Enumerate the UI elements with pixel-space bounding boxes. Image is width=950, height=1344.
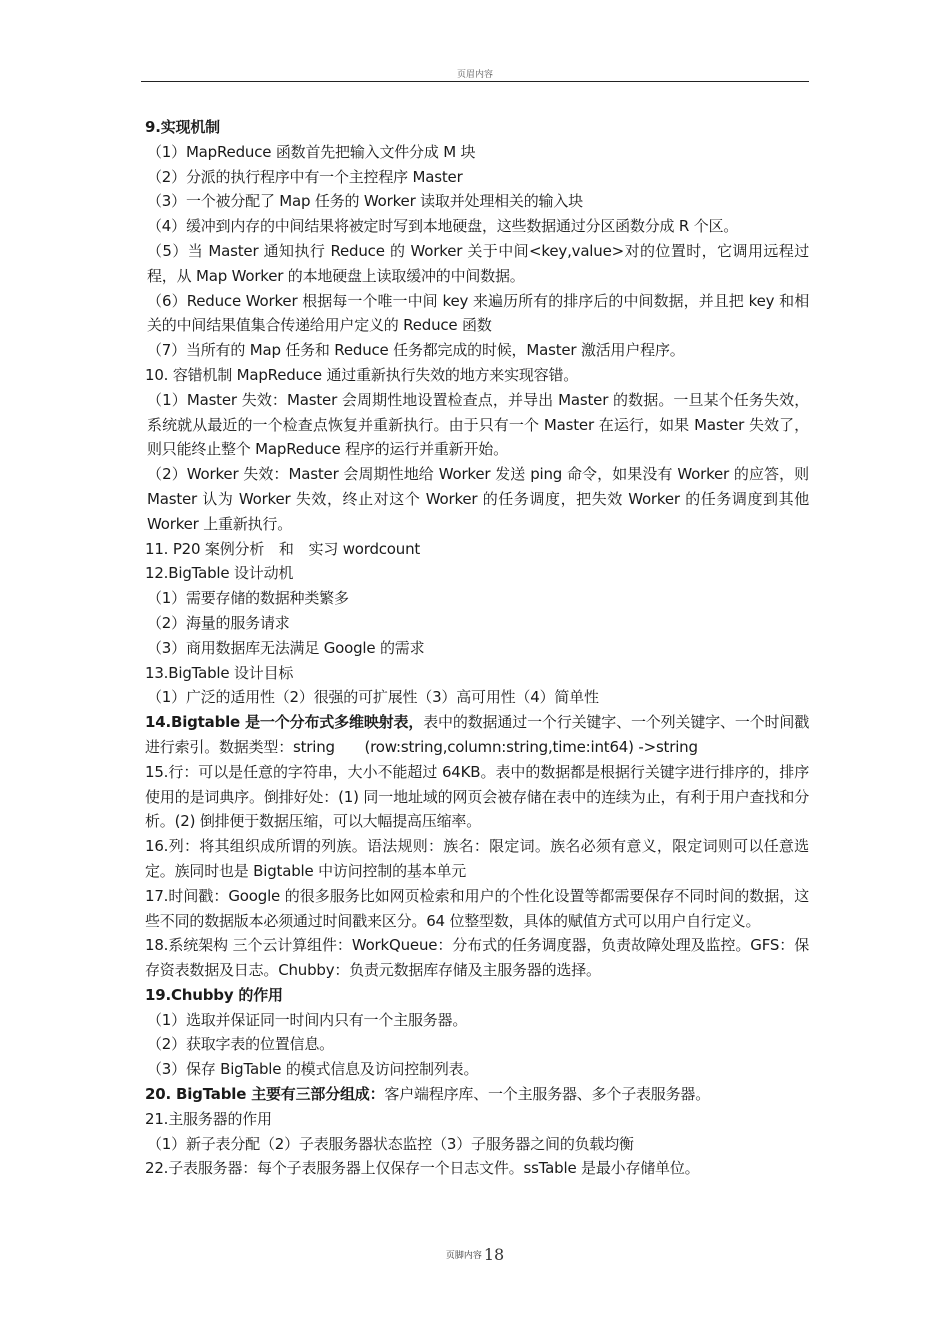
paragraph xyxy=(145,140,809,165)
paragraph-text: 17.时间戳：Google 的很多服务比如网页检索和用户的个性化设置等都需要保存不同时间的数据，这些不同的数据版本必须通过时间戳来区分。64 位整型数，具体的赋值方式可以用户自行定义。 xyxy=(145,886,809,930)
paragraph-text: （3）保存 BigTable 的模式信息及访问控制列表。 xyxy=(147,1060,479,1079)
paragraph-text: 12.BigTable 设计动机 xyxy=(145,564,294,583)
paragraph-text: （3）一个被分配了 Map 任务的 Worker 读取并处理相关的输入块 xyxy=(147,192,583,211)
paragraph xyxy=(145,1156,809,1181)
paragraph-text: 21.主服务器的作用 xyxy=(145,1109,272,1128)
paragraph-text: （7）当所有的 Map 任务和 Reduce 任务都完成的时候，Master 激活用户程序。 xyxy=(147,341,685,360)
paragraph xyxy=(145,933,809,983)
paragraph-text: 11. P20 案例分析 和 实习 wordcount xyxy=(145,539,421,558)
paragraph xyxy=(145,239,809,289)
paragraph-text: （1）MapReduce 函数首先把输入文件分成 M 块 xyxy=(147,142,476,161)
paragraph-text: （3）商用数据库无法满足 Google 的需求 xyxy=(147,638,425,657)
paragraph-text: （1）选取并保证同一时间内只有一个主服务器。 xyxy=(147,1010,468,1029)
paragraph-text: 10. 容错机制 MapReduce 通过重新执行失效的地方来实现容错。 xyxy=(145,365,579,384)
paragraph-text: （1）新子表分配（2）子表服务器状态监控（3）子服务器之间的负载均衡 xyxy=(147,1134,634,1153)
paragraph xyxy=(145,462,809,536)
paragraph xyxy=(145,1057,809,1082)
paragraph-text: （2）获取字表的位置信息。 xyxy=(147,1035,334,1054)
paragraph xyxy=(145,884,809,934)
paragraph xyxy=(145,338,809,363)
document-body xyxy=(145,115,809,1181)
paragraph xyxy=(145,1032,809,1057)
paragraph xyxy=(145,983,809,1008)
paragraph xyxy=(145,1132,809,1157)
paragraph xyxy=(145,1107,809,1132)
paragraph xyxy=(145,1008,809,1033)
paragraph xyxy=(145,537,809,562)
paragraph xyxy=(145,363,809,388)
paragraph xyxy=(145,834,809,884)
page-number: 18 xyxy=(483,1245,505,1264)
paragraph xyxy=(145,636,809,661)
paragraph-heading: 20. BigTable 主要有三部分组成： xyxy=(145,1085,385,1104)
paragraph-text: 13.BigTable 设计目标 xyxy=(145,663,294,682)
paragraph-text: 表中的数据通过一个行关键字、一个列关键字、一个时间戳进行索引。数据类型：string (row:string,column:string,time:int64) ->string xyxy=(145,713,809,756)
paragraph-text: （1）广泛的适用性（2）很强的可扩展性（3）高可用性（4）简单性 xyxy=(147,688,599,707)
paragraph-text: （5）当 Master 通知执行 Reduce 的 Worker 关于中间<key,value>对的位置时，它调用远程过程，从 Map Worker 的本地硬盘上读取缓冲的中间数据。 xyxy=(147,241,809,285)
paragraph-text: （2）Worker 失效：Master 会周期性地给 Worker 发送 ping 命令，如果没有 Worker 的应答，则 Master 认为 Worker 失效，终止对这个 Worker 的任务调度，把失效 Worker 的任务调度到其他 Worker 上重新执行。 xyxy=(147,465,809,533)
paragraph xyxy=(145,214,809,239)
header-rule xyxy=(141,81,809,82)
paragraph-heading: 19.Chubby 的作用 xyxy=(145,985,283,1004)
paragraph xyxy=(145,115,809,140)
paragraph-text: 16.列：将其组织成所谓的列族。语法规则：族名：限定词。族名必须有意义，限定词则可以任意选定。族同时也是 Bigtable 中访问控制的基本单元 xyxy=(145,837,809,880)
page-footer xyxy=(0,1244,950,1264)
paragraph xyxy=(145,189,809,214)
paragraph xyxy=(145,586,809,611)
paragraph xyxy=(145,1082,809,1107)
paragraph xyxy=(145,289,809,339)
paragraph xyxy=(145,561,809,586)
page-header: 页眉内容 xyxy=(456,70,493,80)
paragraph-text: （2）分派的执行程序中有一个主控程序 Master xyxy=(147,167,463,186)
paragraph-text: 22.子表服务器：每个子表服务器上仅保存一个日志文件。ssTable 是最小存储单位。 xyxy=(145,1159,700,1178)
paragraph xyxy=(145,661,809,686)
paragraph-text: 15.行：可以是任意的字符串，大小不能超过 64KB。表中的数据都是根据行关键字进行排序的，排序使用的是词典序。倒排好处：(1) 同一地址域的网页会被存储在表中的连续为止，有利于用户查找和分析。(2) 倒排便于数据压缩，可以大幅提高压缩率。 xyxy=(145,762,809,831)
paragraph-text: （2）海量的服务请求 xyxy=(147,613,290,632)
paragraph-heading: 9.实现机制 xyxy=(145,118,220,136)
footer-label: 页脚内容 xyxy=(445,1251,482,1261)
paragraph-heading: 14.Bigtable 是一个分布式多维映射表， xyxy=(145,713,424,732)
paragraph xyxy=(145,710,809,760)
paragraph-text: （4）缓冲到内存的中间结果将被定时写到本地硬盘，这些数据通过分区函数分成 R 个区。 xyxy=(147,217,739,236)
paragraph-text: 18.系统架构 三个云计算组件：WorkQueue：分布式的任务调度器，负责故障处理及监控。GFS：保存资表数据及日志。Chubby：负责元数据库存储及主服务器的选择。 xyxy=(145,936,809,980)
paragraph-text: （6）Reduce Worker 根据每一个唯一中间 key 来遍历所有的排序后的中间数据，并且把 key 和相关的中间结果值集合传递给用户定义的 Reduce 函数 xyxy=(147,291,809,335)
paragraph xyxy=(145,611,809,636)
paragraph-text: 客户端程序库、一个主服务器、多个子表服务器。 xyxy=(384,1085,711,1104)
paragraph xyxy=(145,165,809,190)
paragraph-text: （1）Master 失效：Master 会周期性地设置检查点，并导出 Master 的数据。一旦某个任务失效，系统就从最近的一个检查点恢复并重新执行。由于只有一个 Master 在运行，如果 Master 失效了，则只能终止整个 MapReduce 程序的运行并重新开始。 xyxy=(147,390,809,459)
paragraph xyxy=(145,760,809,834)
paragraph xyxy=(145,388,809,462)
paragraph xyxy=(145,685,809,710)
paragraph-text: （1）需要存储的数据种类繁多 xyxy=(147,589,349,608)
